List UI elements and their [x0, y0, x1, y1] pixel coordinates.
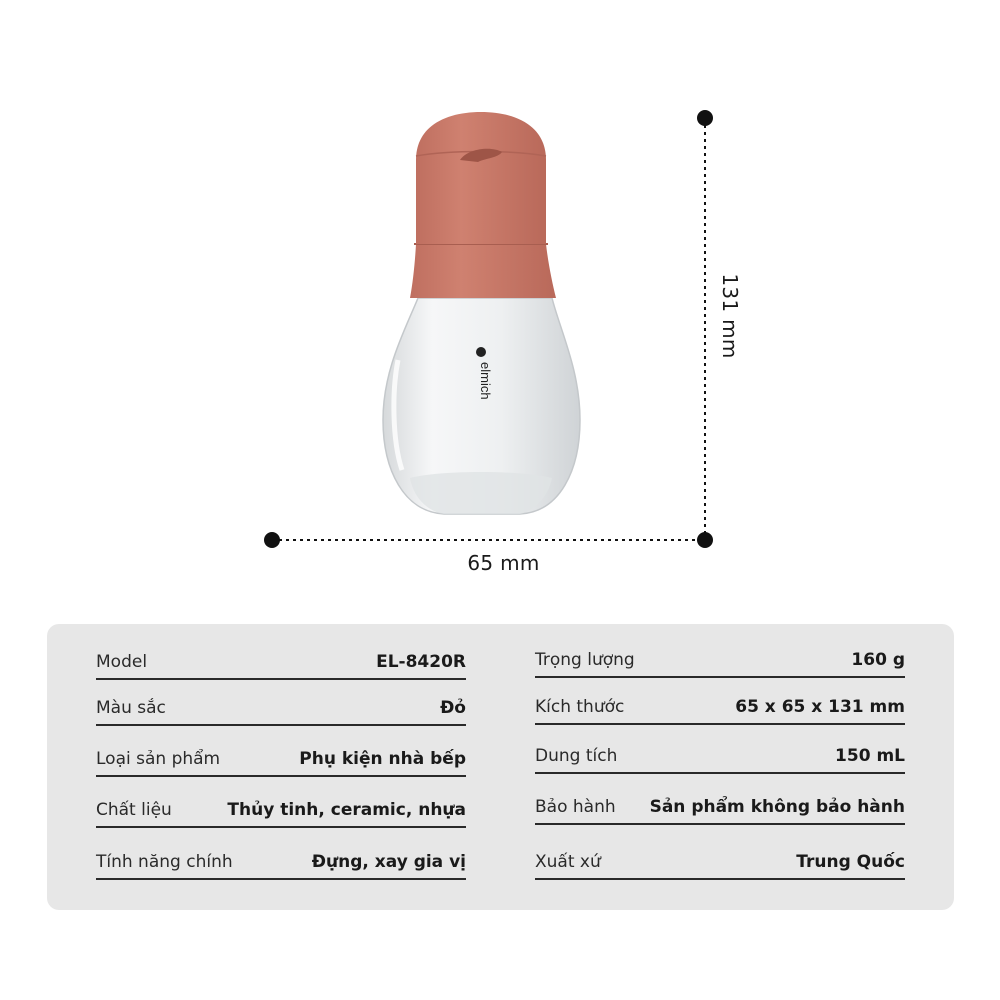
spec-value: 150 mL [835, 746, 905, 766]
spec-key: Bảo hành [535, 797, 616, 817]
glass-base [410, 472, 552, 514]
corner-marker [697, 532, 713, 548]
spec-row-color [96, 698, 466, 726]
height-top-marker [697, 110, 713, 126]
width-left-marker [264, 532, 280, 548]
spec-row-origin [535, 852, 905, 880]
spec-panel [47, 624, 954, 910]
spec-row-capacity [535, 746, 905, 774]
spec-key: Dung tích [535, 746, 618, 766]
spec-key: Chất liệu [96, 800, 172, 820]
spec-value: 160 g [851, 650, 905, 670]
brand-logo-icon [476, 347, 486, 357]
spec-value: Phụ kiện nhà bếp [299, 749, 466, 769]
spec-row-product-type [96, 749, 466, 777]
spec-key: Model [96, 652, 148, 672]
spec-row-weight [535, 650, 905, 678]
cap-collar [410, 244, 556, 298]
spec-value: Sản phẩm không bảo hành [649, 797, 905, 817]
spec-value: Đỏ [440, 698, 466, 718]
brand-logo-text: elmich [478, 362, 493, 400]
spec-key: Loại sản phẩm [96, 749, 221, 769]
height-dimension-label: 131 mm [718, 273, 742, 359]
spec-row-model [96, 652, 466, 680]
spec-key: Trọng lượng [535, 650, 635, 670]
spec-key: Tính năng chính [96, 852, 233, 872]
width-dimension-label: 65 mm [467, 551, 540, 575]
spec-row-material [96, 800, 466, 828]
spec-key: Kích thước [535, 697, 625, 717]
spec-value: EL-8420R [376, 652, 466, 672]
spec-row-warranty [535, 797, 905, 825]
spec-value: Đựng, xay gia vị [311, 852, 466, 872]
cap-dome [416, 112, 546, 244]
spec-key: Xuất xứ [535, 852, 601, 872]
spec-row-main-feature [96, 852, 466, 880]
spec-key: Màu sắc [96, 698, 166, 718]
spec-row-size [535, 697, 905, 725]
spec-value: Thủy tinh, ceramic, nhựa [227, 800, 466, 820]
spec-value: Trung Quốc [796, 852, 905, 872]
spec-value: 65 x 65 x 131 mm [735, 697, 905, 717]
